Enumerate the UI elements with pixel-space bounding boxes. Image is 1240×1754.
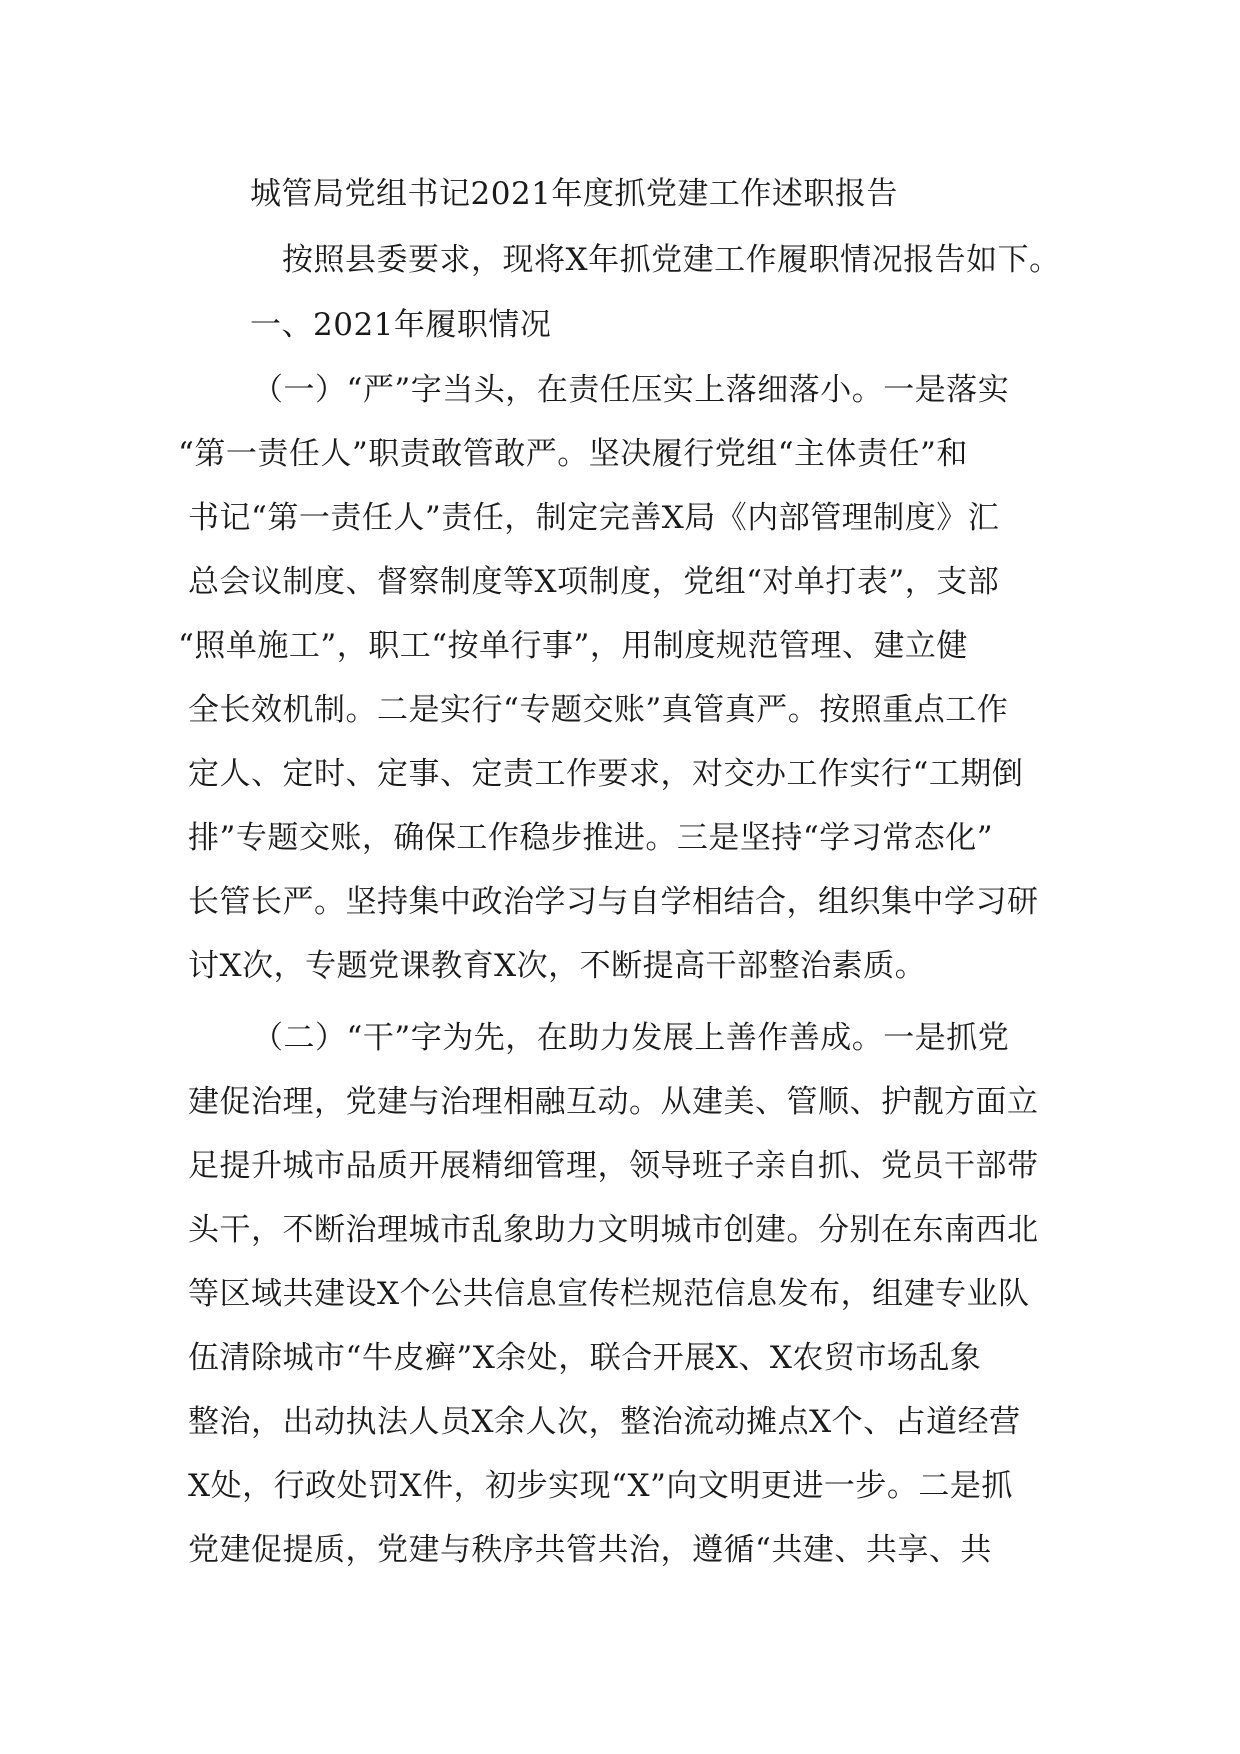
paragraph-2-line-4: 头干，不断治理城市乱象助力文明城市创建。分别在东南西北 [188,1212,1039,1248]
paragraph-2-line-6: 伍清除城市“牛皮癣”X余处，联合开展X、X农贸市场乱象 [188,1340,982,1376]
paragraph-1-line-9: 长管长严。坚持集中政治学习与自学相结合，组织集中学习研 [188,884,1039,920]
paragraph-2-line-5: 等区域共建设X个公共信息宣传栏规范信息发布，组建专业队 [188,1276,1030,1312]
intro-paragraph: 按照县委要求，现将X年抓党建工作履职情况报告如下。 [282,242,1061,278]
paragraph-2-line-2: 建促治理，党建与治理相融互动。从建美、管顺、护靓方面立 [188,1084,1039,1120]
paragraph-2-line-7: 整治，出动执法人员X余人次，整治流动摊点X个、占道经营 [188,1404,1021,1440]
document-title: 城管局党组书记2021年度抓党建工作述职报告 [250,176,898,212]
paragraph-1-line-10: 讨X次，专题党课教育X次，不断提高干部整治素质。 [188,948,927,984]
paragraph-2-line-1: （二）“干”字为先，在助力发展上善作善成。一是抓党 [252,1020,1010,1056]
paragraph-1-line-8: 排”专题交账，确保工作稳步推进。三是坚持“学习常态化” [188,820,994,856]
paragraph-1-line-7: 定人、定时、定事、定责工作要求，对交办工作实行“工期倒 [188,756,1024,792]
paragraph-1-line-4: 总会议制度、督察制度等X项制度，党组“对单打表”，支部 [188,564,1000,600]
paragraph-2-line-9: 党建促提质，党建与秩序共管共治，遵循“共建、共享、共 [188,1532,992,1568]
paragraph-1-line-3: 书记“第一责任人”责任，制定完善X局《内部管理制度》汇 [188,500,1000,536]
paragraph-2-line-8: X处，行政处罚X件，初步实现“X”向文明更进一步。二是抓 [188,1468,1013,1504]
section-heading: 一、2021年履职情况 [250,307,552,343]
paragraph-1-line-5: “照单施工”，职工“按单行事”，用制度规范管理、建立健 [178,628,968,664]
paragraph-1-line-6: 全长效机制。二是实行“专题交账”真管真严。按照重点工作 [188,692,1009,728]
paragraph-1-line-1: （一）“严”字当头，在责任压实上落细落小。一是落实 [252,372,1010,408]
paragraph-2-line-3: 足提升城市品质开展精细管理，领导班子亲自抓、党员干部带 [188,1148,1039,1184]
paragraph-1-line-2: “第一责任人”职责敢管敢严。坚决履行党组“主体责任”和 [178,436,968,472]
